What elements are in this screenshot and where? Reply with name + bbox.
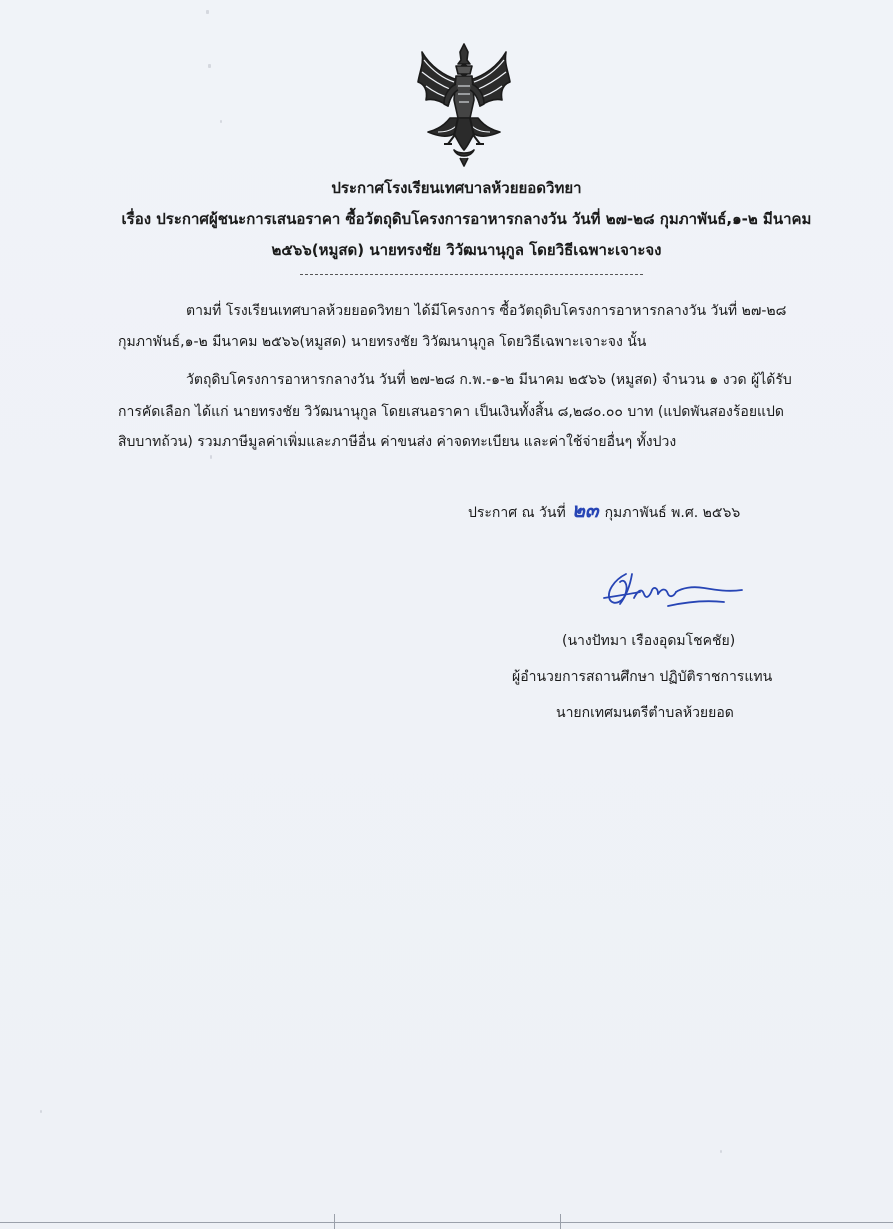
body-paragraph-2-line-3: สิบบาทถ้วน) รวมภาษีมูลค่าเพิ่มและภาษีอื่น ค่าขนส่ง ค่าจดทะเบียน และค่าใช้จ่ายอื่นๆ ทั้งปวง: [118, 434, 677, 450]
body-paragraph-1-line-2: กุมภาพันธ์,๑-๒ มีนาคม ๒๕๖๖(หมูสด) นายทรงชัย วิวัฒนานุกูล โดยวิธีเฉพาะเจาะจง นั้น: [118, 334, 647, 350]
divider-rule: [300, 274, 643, 275]
body-paragraph-1-line-1: ตามที่ โรงเรียนเทศบาลห้วยยอดวิทยา ได้มีโครงการ ซื้อวัตถุดิบโครงการอาหารกลางวัน วันที่ ๒๗-๒๘: [186, 303, 787, 319]
signatory-position-2: นายกเทศมนตรีตำบลห้วยยอด: [556, 705, 734, 721]
handwritten-signature: [596, 566, 746, 618]
scan-speck: [720, 1150, 722, 1153]
announcement-date: [468, 494, 740, 526]
scan-speck: [210, 455, 212, 459]
announcement-date-suffix: กุมภาพันธ์ พ.ศ. ๒๕๖๖: [604, 505, 741, 521]
announcement-day-handwritten: ๒๓: [571, 498, 599, 522]
document-title: ประกาศโรงเรียนเทศบาลห้วยยอดวิทยา: [331, 179, 582, 197]
signatory-position-1: ผู้อำนวยการสถานศึกษา ปฏิบัติราชการแทน: [512, 669, 773, 685]
scan-speck: [206, 10, 209, 14]
subject-line-1: เรื่อง ประกาศผู้ชนะการเสนอราคา ซื้อวัตถุดิบโครงการอาหารกลางวัน วันที่ ๒๗-๒๘ กุมภาพันธ์,๑-๒ มีนาคม: [121, 210, 812, 228]
scan-edge-mark: [560, 1214, 561, 1229]
subject-line-2: ๒๕๖๖(หมูสด) นายทรงชัย วิวัฒนานุกูล โดยวิธีเฉพาะเจาะจง: [271, 241, 662, 259]
scan-speck: [208, 64, 211, 68]
scan-speck: [220, 120, 222, 123]
scan-edge-mark: [334, 1214, 335, 1229]
announcement-date-prefix: ประกาศ ณ วันที่: [468, 505, 566, 521]
body-paragraph-2-line-2: การคัดเลือก ได้แก่ นายทรงชัย วิวัฒนานุกูล โดยเสนอราคา เป็นเงินทั้งสิ้น ๘,๒๘๐.๐๐ บาท (แปดพันสองร้อยแปด: [118, 404, 785, 420]
garuda-emblem-icon: [414, 40, 514, 168]
body-paragraph-2-line-1: วัตถุดิบโครงการอาหารกลางวัน วันที่ ๒๗-๒๘ ก.พ.-๑-๒ มีนาคม ๒๕๖๖ (หมูสด) จำนวน ๑ งวด ผู้ได้รับ: [186, 372, 792, 388]
scan-speck: [40, 1110, 42, 1113]
scan-bottom-edge: [0, 1222, 893, 1223]
signatory-name: (นางปัทมา เรืองอุดมโชคชัย): [562, 633, 736, 649]
